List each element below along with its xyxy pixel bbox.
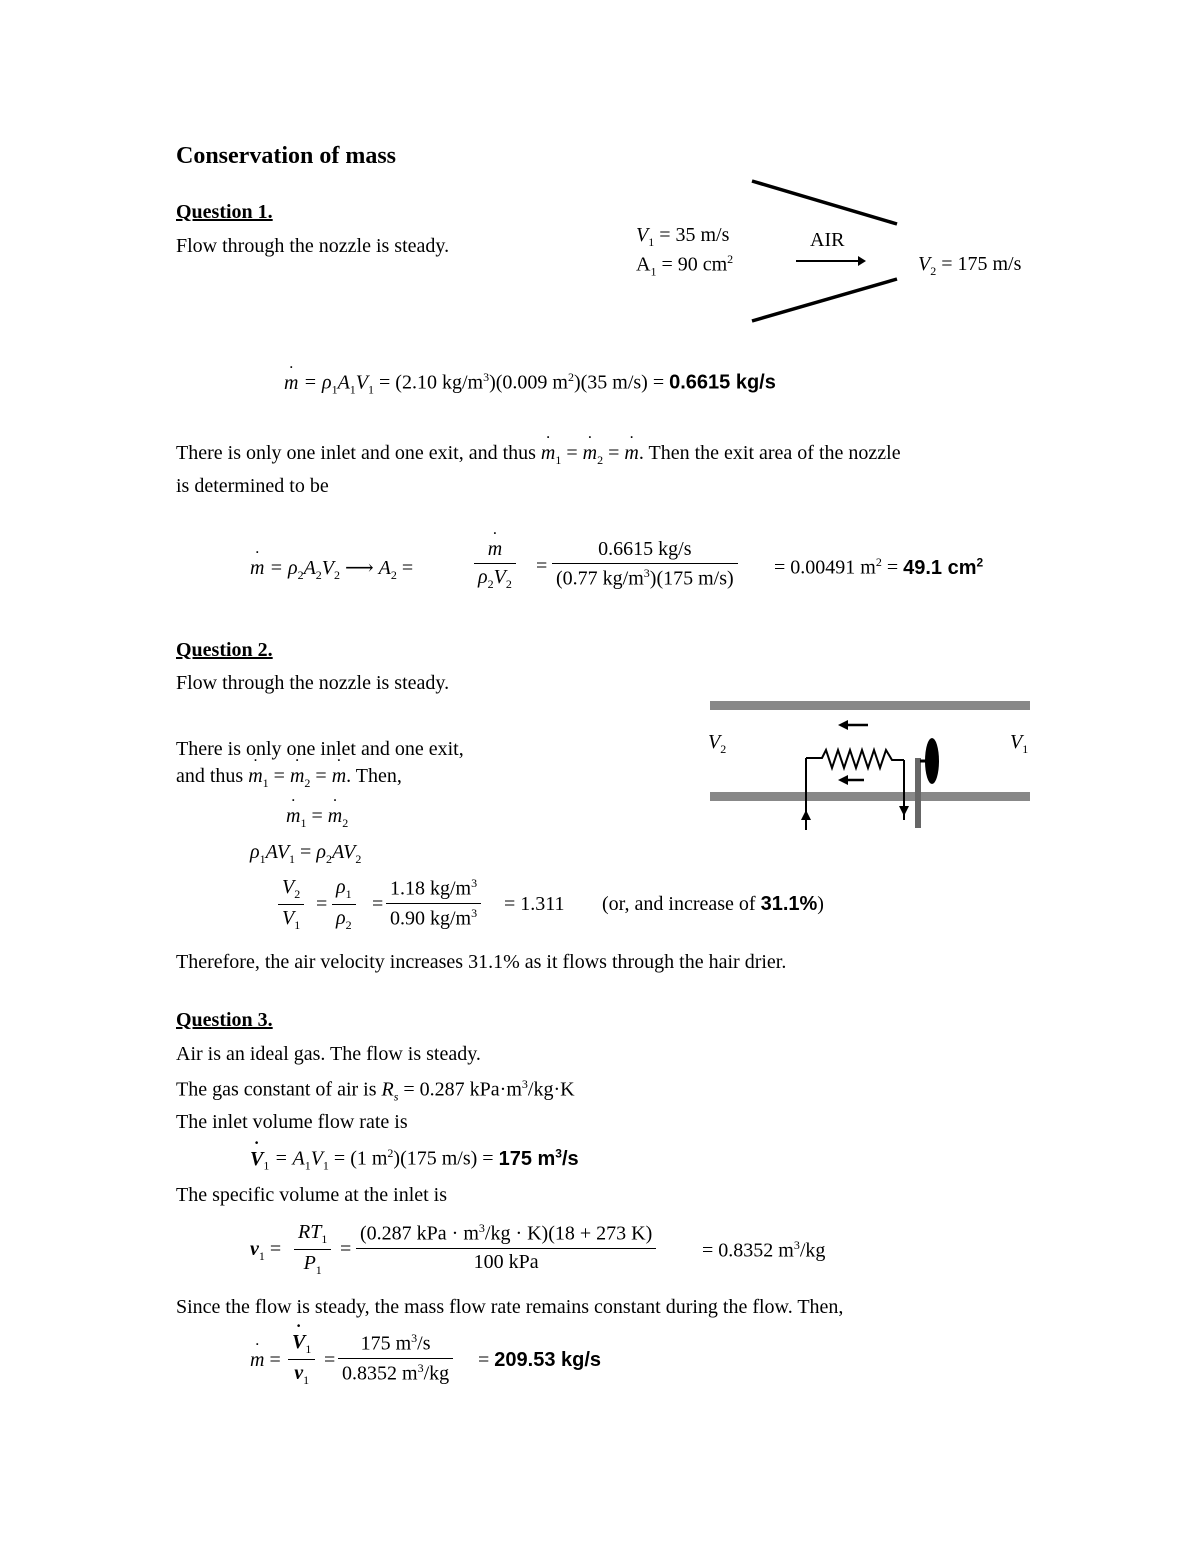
nozzle-air-label: AIR xyxy=(810,229,845,251)
q3-fraction-sv-values: (0.287 kPa · $m^3/kg \cdot K)(18 + 273$ K) 100 kPa xyxy=(356,1221,656,1274)
q3-line-steady-flow: Since the flow is steady, the mass flow rate remains constant during the flow. Then, xyxy=(176,1296,844,1318)
q2-mass-balance-eq: ˙ $m_1$ = ˙ $m_2$ xyxy=(286,805,348,831)
q2-increase-note: (or, and increase of 31.1%) xyxy=(602,893,824,915)
q1-text-determined: is determined to be xyxy=(176,475,329,497)
q3-line-ideal-gas: Air is an ideal gas. The flow is steady. xyxy=(176,1043,481,1065)
q3-volume-flow-result: 175 $m^3/s$ xyxy=(498,1146,579,1170)
q3-equals-sv: = xyxy=(340,1238,352,1260)
q3-fraction-rt-over-p: $\frac{RT_1}{P_1}$ xyxy=(294,1221,331,1278)
q3-mass-flow-result: 209.53 kg/s xyxy=(494,1349,602,1371)
question-2-heading: Question 2. xyxy=(176,639,273,661)
q3-line-specific-volume: The specific volume at the inlet is xyxy=(176,1184,448,1206)
q1-exit-area-result: 49.1 $cm^2$ xyxy=(903,555,984,579)
nozzle-diagram xyxy=(740,175,910,330)
q2-conclusion: Therefore, the air velocity increases 31.1% as it flows through the hair drier. xyxy=(176,951,787,973)
q2-equals-2: = xyxy=(372,893,384,915)
drier-v1-label: $V_1$ xyxy=(1010,731,1029,756)
nozzle-a1-label: $A_1 = 90$ $cm^2$ xyxy=(636,252,734,279)
nozzle-v1-label: $V_1 = 35$ m/s xyxy=(636,224,730,249)
q3-line-gas-constant: The gas constant of air is $R_s = 0.287$ $kPa\cdot m^3/kg\cdot K$ xyxy=(176,1077,575,1104)
hair-drier-diagram xyxy=(708,698,1033,833)
q2-fraction-velocity: $\frac{V_2}{V_1}$ xyxy=(278,876,304,933)
q2-fraction-density: $\frac{\rho_1}{\rho_2}$ xyxy=(332,876,356,933)
q2-text-thus: and thus ˙ $m_1$ = ˙ $m_2$ = ˙ m. Then, xyxy=(176,765,402,791)
q3-volume-flow-eq: ˙ $V_1 = A_1V_1 = (1$ $m^2)(175$ m/s) = 175 $m^3/s$ xyxy=(250,1146,579,1174)
q3-fraction-mf-values: $\frac{175 m^3/s}{0.8352 m^3/kg}$ xyxy=(338,1331,453,1385)
q1-fraction-values: $\frac{0.6615 kg/s}{(0.77 kg/m^3)(175 m/s)}$ xyxy=(552,538,738,591)
q2-fraction-values: $\frac{1.18 kg/m^3}{0.90 kg/m^3}$ xyxy=(386,876,481,930)
q1-fraction-mdot-over-rhov: ˙ $\frac{m}{\rho_2V_2}$ xyxy=(474,538,516,592)
question-2-intro: Flow through the nozzle is steady. xyxy=(176,672,450,694)
q1-text-inlet-exit: There is only one inlet and one exit, and thus ˙ $m_1$ = ˙ $m_2$ = ˙ m. Then the exit area of the nozzle xyxy=(176,442,901,468)
question-1-heading: Question 1. xyxy=(176,201,273,223)
q3-equals-mf: = xyxy=(324,1349,336,1371)
q1-exit-area-result-line: = 0.00491 $m^2 = 49.1$ $cm^2$ xyxy=(774,555,984,579)
q1-equals: = xyxy=(536,555,548,577)
q2-equals-1: = xyxy=(316,893,328,915)
q2-density-eq: $\rho_1AV_1 = \rho_2AV_2$ xyxy=(250,841,362,866)
q1-mass-flow-equation: ˙ $m = \rho_1A_1V_1 = (2.10$ $kg/m^3)(0.009$ $m^2)(35$ m/s) = 0.6615 kg/s xyxy=(284,370,776,398)
q3-specific-volume-result: = 0.8352 $m^3/kg$ xyxy=(702,1238,826,1262)
drier-v2-label: $V_2$ xyxy=(708,731,727,756)
page-title: Conservation of mass xyxy=(176,143,396,169)
q1-exit-area-lhs: ˙ $m = \rho_2A_2V_2$ ⟶ $A_2$ = xyxy=(250,555,413,583)
q3-specific-volume-lhs: $v_1$ = xyxy=(250,1238,282,1263)
q1-mass-flow-result: 0.6615 kg/s xyxy=(669,371,776,394)
question-3-heading: Question 3. xyxy=(176,1009,273,1031)
q2-text-inlet-exit: There is only one inlet and one exit, xyxy=(176,738,464,760)
nozzle-v2-label: $V_2 = 175$ m/s xyxy=(918,253,1022,278)
q3-mass-flow-lhs: ˙ m = xyxy=(250,1349,281,1372)
q3-fraction-vdot-over-v: ˙ $\frac{V_1}{v_1}$ xyxy=(288,1331,315,1388)
q3-mass-flow-result-line: = 209.53 kg/s xyxy=(478,1349,602,1371)
q2-ratio-result: = 1.311 xyxy=(504,893,565,915)
question-1-intro: Flow through the nozzle is steady. xyxy=(176,235,450,257)
q3-line-inlet-flow: The inlet volume flow rate is xyxy=(176,1111,408,1133)
